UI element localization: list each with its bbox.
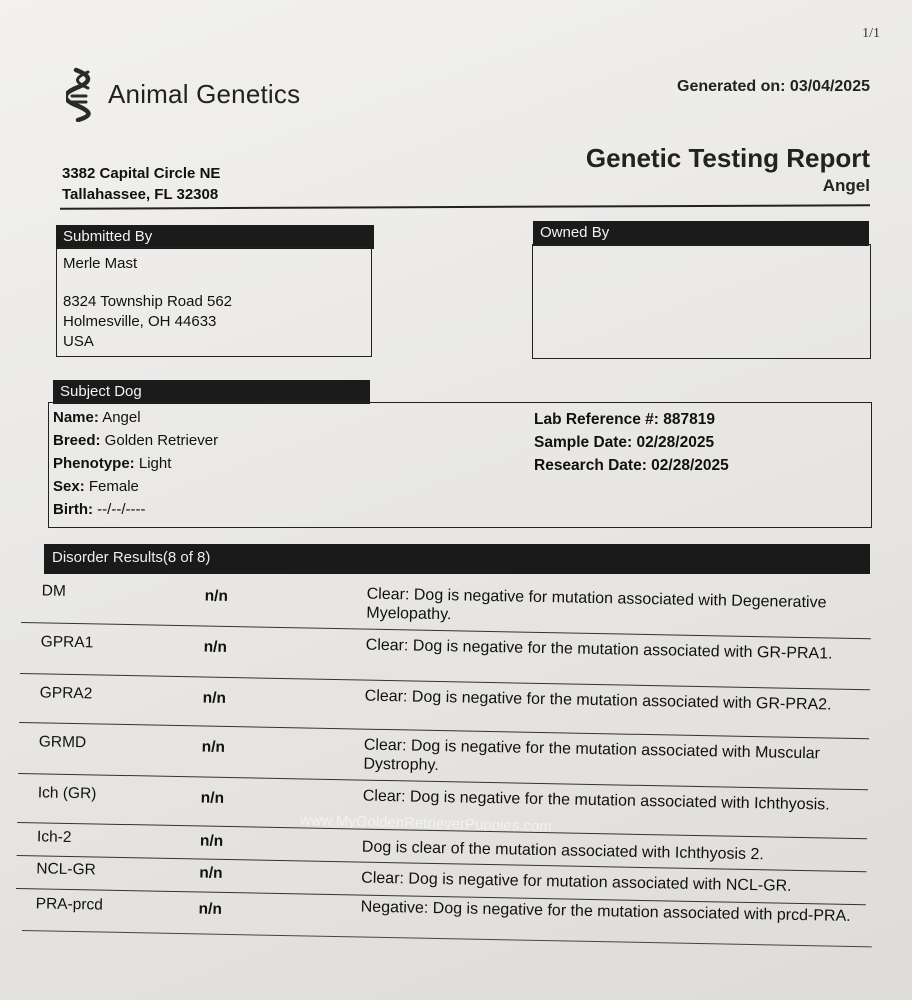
disorder-name: NCL-GR <box>36 860 96 879</box>
disorder-name: PRA-prcd <box>35 895 104 914</box>
disorder-name: GPRA1 <box>40 633 94 652</box>
result-text: Dog is clear of the mutation associated with Ichthyosis 2. <box>361 838 764 864</box>
disorder-name: Ich-2 <box>36 828 72 846</box>
brand-name: Animal Genetics <box>108 78 301 109</box>
disorder-results-heading: Disorder Results(8 of 8) <box>44 544 870 574</box>
result-text: Negative: Dog is negative for the mutation associated with prcd-PRA. <box>360 898 851 925</box>
dna-helix-icon <box>66 66 100 122</box>
genotype: n/n <box>199 832 224 850</box>
submitter-address2: Holmesville, OH 44633 <box>63 313 217 330</box>
disorder-name: GPRA2 <box>39 684 93 703</box>
submitted-by-heading: Submitted By <box>56 225 374 249</box>
brand-logo <box>66 66 300 122</box>
lab-reference: Lab Reference #: 887819 <box>534 411 715 428</box>
submitter-name: Merle Mast <box>63 255 138 272</box>
result-text: Clear: Dog is negative for the mutation associated with Muscular Dystrophy. <box>363 736 821 775</box>
submitted-by-box <box>56 247 372 357</box>
owned-by-heading: Owned By <box>533 221 869 246</box>
disorder-name: GRMD <box>38 733 87 752</box>
submitter-address1: 8324 Township Road 562 <box>63 293 233 310</box>
disorder-name: Ich (GR) <box>37 784 97 803</box>
report-title: Genetic Testing Report <box>585 143 870 173</box>
lab-address-line1: 3382 Capital Circle NE <box>62 165 221 182</box>
subject-breed: Breed: Golden Retriever <box>53 432 219 449</box>
result-text: Clear: Dog is negative for the mutation associated with Ichthyosis. <box>362 787 830 814</box>
research-date: Research Date: 02/28/2025 <box>534 457 729 474</box>
result-text: Clear: Dog is negative for the mutation associated with GR-PRA1. <box>365 636 833 663</box>
subject-phenotype: Phenotype: Light <box>53 455 172 472</box>
submitter-country: USA <box>63 333 94 350</box>
result-text: Clear: Dog is negative for mutation associated with Degenerative Myelopathy. <box>366 585 827 624</box>
result-text: Clear: Dog is negative for the mutation associated with GR-PRA2. <box>364 687 832 714</box>
genotype: n/n <box>198 900 223 918</box>
owned-by-box <box>532 244 871 359</box>
subject-lab-info <box>534 408 729 477</box>
genotype: n/n <box>199 864 223 882</box>
subject-dog-heading: Subject Dog <box>53 380 370 404</box>
subject-sex: Sex: Female <box>53 478 139 495</box>
result-text: Clear: Dog is negative for mutation associated with NCL-GR. <box>361 869 792 895</box>
subject-birth: Birth: --/--/---- <box>53 501 146 518</box>
generated-date: Generated on: 03/04/2025 <box>677 78 870 95</box>
disorder-results-table <box>15 576 872 951</box>
genotype: n/n <box>200 789 225 807</box>
genotype: n/n <box>204 587 229 605</box>
genotype: n/n <box>202 689 227 707</box>
subject-dog-box <box>48 402 872 528</box>
genotype: n/n <box>201 738 226 756</box>
header-divider <box>60 204 870 210</box>
disorder-name: DM <box>41 582 66 600</box>
watermark: www.MyGoldenRetrieverPuppies.com <box>299 811 552 836</box>
lab-address <box>62 163 220 205</box>
lab-address-line2: Tallahassee, FL 32308 <box>62 186 219 203</box>
subject-details <box>53 406 218 521</box>
sample-date: Sample Date: 02/28/2025 <box>534 434 715 451</box>
genotype: n/n <box>203 638 228 656</box>
report-dog-name: Angel <box>822 176 870 195</box>
subject-name: Name: Angel <box>53 409 141 426</box>
page-number: 1/1 <box>862 26 880 41</box>
